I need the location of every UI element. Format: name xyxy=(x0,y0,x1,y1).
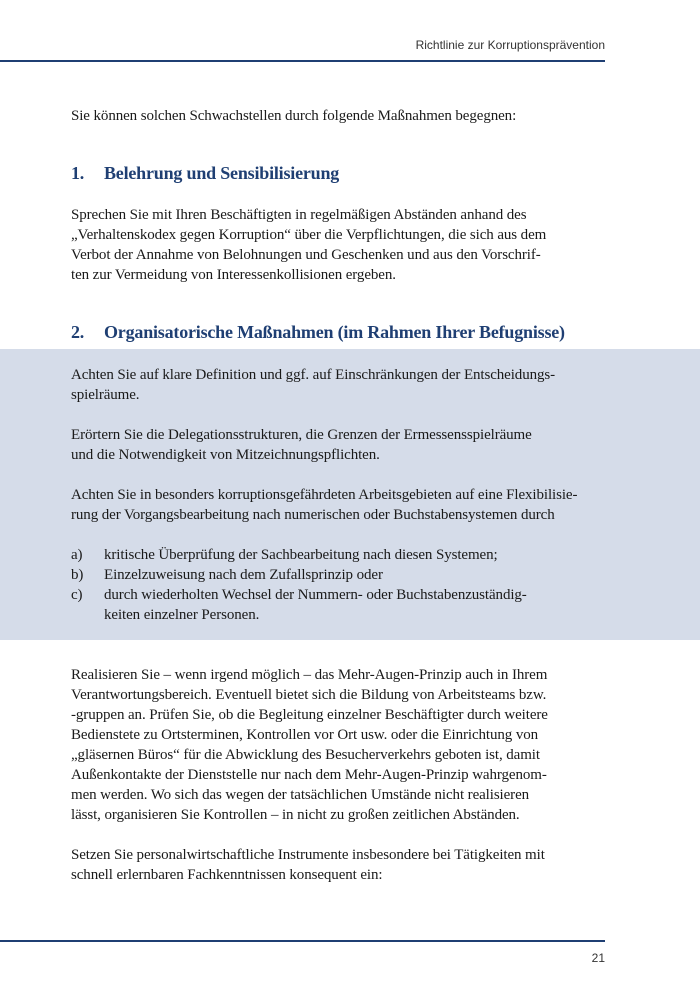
section-2-paragraph-2 xyxy=(71,425,611,465)
text-line: ten zur Vermeidung von Interessenkollisionen ergeben. xyxy=(71,267,396,283)
section-1-number: 1. xyxy=(71,163,85,183)
personal-paragraph xyxy=(71,845,611,885)
section-2-heading xyxy=(71,322,565,343)
text-line: -gruppen an. Prüfen Sie, ob die Begleitung einzelner Beschäftigter durch weitere xyxy=(71,707,548,723)
text-line: Außenkontakte der Dienststelle nur nach dem Mehr-Augen-Prinzip wahrgenom- xyxy=(71,767,547,783)
text-line: Setzen Sie personalwirtschaftliche Instrumente insbesondere bei Tätigkeiten mit xyxy=(71,847,545,863)
text-line: schnell erlernbaren Fachkenntnissen konsequent ein: xyxy=(71,867,383,883)
list-item-text: kritische Überprüfung der Sachbearbeitung nach diesen Systemen; xyxy=(104,547,498,563)
text-line: lässt, organisieren Sie Kontrollen – in nicht zu großen zeitlichen Abständen. xyxy=(71,807,520,823)
section-2-paragraph-3 xyxy=(71,485,611,525)
list-marker: a) xyxy=(71,547,83,563)
list-item xyxy=(71,565,611,585)
list-item-text: Einzelzuweisung nach dem Zufallsprinzip oder xyxy=(104,567,383,583)
text-line: Realisieren Sie – wenn irgend möglich – das Mehr-Augen-Prinzip auch in Ihrem xyxy=(71,667,548,683)
section-2-title: Organisatorische Maßnahmen (im Rahmen Ihrer Befugnisse) xyxy=(104,322,565,342)
text-line: Verbot der Annahme von Belohnungen und Geschenken und aus den Vorschrif- xyxy=(71,247,541,263)
section-1-title: Belehrung und Sensibilisierung xyxy=(104,163,340,183)
list-item xyxy=(71,545,611,565)
text-line: spielräume. xyxy=(71,387,140,403)
mehr-augen-paragraph xyxy=(71,665,611,825)
text-line: Achten Sie auf klare Definition und ggf. auf Einschränkungen der Entscheidungs- xyxy=(71,367,556,383)
text-line: und die Notwendigkeit von Mitzeichnungspflichten. xyxy=(71,447,380,463)
list-item-text xyxy=(104,585,611,625)
section-1-paragraph xyxy=(71,205,611,285)
text-line: Sprechen Sie mit Ihren Beschäftigten in regelmäßigen Abständen anhand des xyxy=(71,207,527,223)
text-line: „Verhaltenskodex gegen Korruption“ über die Verpflichtungen, die sich aus dem xyxy=(71,227,547,243)
text-line: Verantwortungsbereich. Eventuell bietet sich die Bildung von Arbeitsteams bzw. xyxy=(71,687,547,703)
list-item xyxy=(71,585,611,625)
list-marker: c) xyxy=(71,587,83,603)
text-line: Bedienstete zu Ortsterminen, Kontrollen vor Ort usw. oder die Einrichtung von xyxy=(71,727,539,743)
footer-rule xyxy=(0,940,605,942)
text-line: men werden. Wo sich das wegen der tatsächlichen Umstände nicht realisieren xyxy=(71,787,530,803)
list-marker: b) xyxy=(71,567,84,583)
text-line: Erörtern Sie die Delegationsstrukturen, die Grenzen der Ermessensspielräume xyxy=(71,427,532,443)
section-2-paragraph-1 xyxy=(71,365,611,405)
measures-list xyxy=(71,545,611,625)
text-line: durch wiederholten Wechsel der Nummern- oder Buchstabenzuständig- xyxy=(104,587,527,603)
section-1-heading xyxy=(71,163,339,184)
text-line: rung der Vorgangsbearbeitung nach numerischen oder Buchstabensystemen durch xyxy=(71,507,555,523)
text-line: Achten Sie in besonders korruptionsgefährdeten Arbeitsgebieten auf eine Flexibilisie- xyxy=(71,487,578,503)
text-line: „gläsernen Büros“ für die Abwicklung des Besucherverkehrs geboten ist, damit xyxy=(71,747,540,763)
intro-line: Sie können solchen Schwachstellen durch folgende Maßnahmen begegnen: xyxy=(71,108,517,124)
running-header: Richtlinie zur Korruptionsprävention xyxy=(415,38,605,52)
page-number: 21 xyxy=(591,951,605,965)
intro-paragraph xyxy=(71,106,611,126)
section-2-number: 2. xyxy=(71,322,85,342)
text-line: keiten einzelner Personen. xyxy=(104,607,260,623)
header-rule xyxy=(0,60,605,62)
